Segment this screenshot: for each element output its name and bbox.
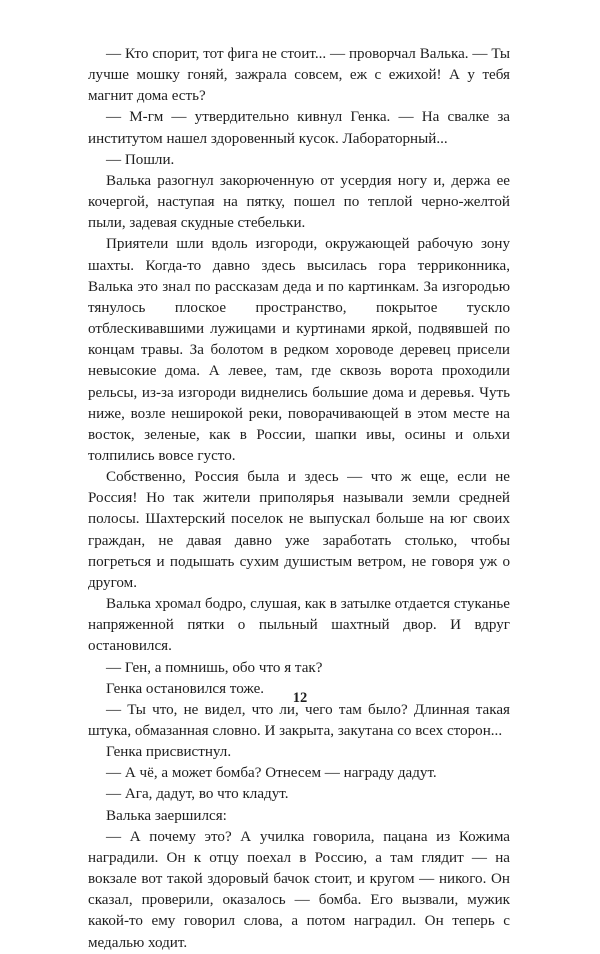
paragraph: — Ген, а помнишь, обо что я так? [106, 659, 323, 676]
paragraph: — Ага, дадут, во что кладут. [106, 786, 289, 803]
page-body [88, 44, 510, 954]
paragraph: — Ты что, не видел, что ли, чего там было? Длинная такая штука, обмазанная словно. И закрыта, закутана со всех сторон... [88, 701, 510, 739]
paragraph: — А чё, а может бомба? Отнесем — награду дадут. [106, 765, 437, 782]
paragraph: — М-гм — утвердительно кивнул Генка. — На свалке за институтом нашел здоровенный кусок. Лабораторный... [88, 109, 510, 147]
paragraph: Валька разогнул закорюченную от усердия ногу и, держа ее кочергой, наступая на пятку, пошел по теплой черно-желтой пыли, задевая скудные стебельки. [88, 172, 510, 232]
paragraph: Приятели шли вдоль изгороди, окружающей рабочую зону шахты. Когда-то давно здесь высилась гора терриконника, Валька это знал по рассказам деда и по картинкам. За изгородью тянулось плоское пространство, покрытое тускло отблескивавшими лужицами и куртинами яркой, подвявшей по концам травы. За болотом в редком хороводе деревец присели невысокие дома. А левее, там, где сквозь ворота проходили рельсы, из-за изгороди виднелись большие дома и деревья. Чуть ниже, возле неширокой реки, поворачивающей в этом месте на восток, зеленые, как в России, шапки ивы, осины и ольхи толпились вовсе густо. [88, 236, 510, 464]
paragraph: — Кто спорит, тот фига не стоит... — проворчал Валька. — Ты лучше мошку гоняй, зажрала совсем, еж с ежихой! А у тебя магнит дома есть? [88, 46, 510, 105]
paragraph: Валька заершился: [106, 807, 227, 824]
paragraph: — А почему это? А училка говорила, пацана из Кожима наградили. Он к отцу поехал в Россию, а там глядит — на вокзале вот такой здоровый бачок стоит, и кругом — никого. Он сказал, проверили, оказалось — бомба. Его вызвали, мужик какой-то ему говорил слова, а потом наградил. Он теперь с медалью ходит. [88, 828, 510, 951]
paragraph: Генка присвистнул. [106, 744, 232, 761]
paragraph: — Пошли. [106, 151, 175, 168]
paragraph: Валька хромал бодро, слушая, как в затылке отдается стуканье напряженной пятки о пыльный шахтный двор. И вдруг остановился. [88, 596, 510, 655]
page-number: 12 [292, 690, 308, 706]
paragraph: Собственно, Россия была и здесь — что ж еще, если не Россия! Но так жители приполярья называли земли средней полосы. Шахтерский поселок не выпускал больше на юг своих граждан, не давая давно уже заработать столько, чтобы погреться и подышать сухим душистым ветром, не говоря уж о другом. [88, 469, 510, 591]
paragraph: Генка остановился тоже. [106, 680, 265, 697]
